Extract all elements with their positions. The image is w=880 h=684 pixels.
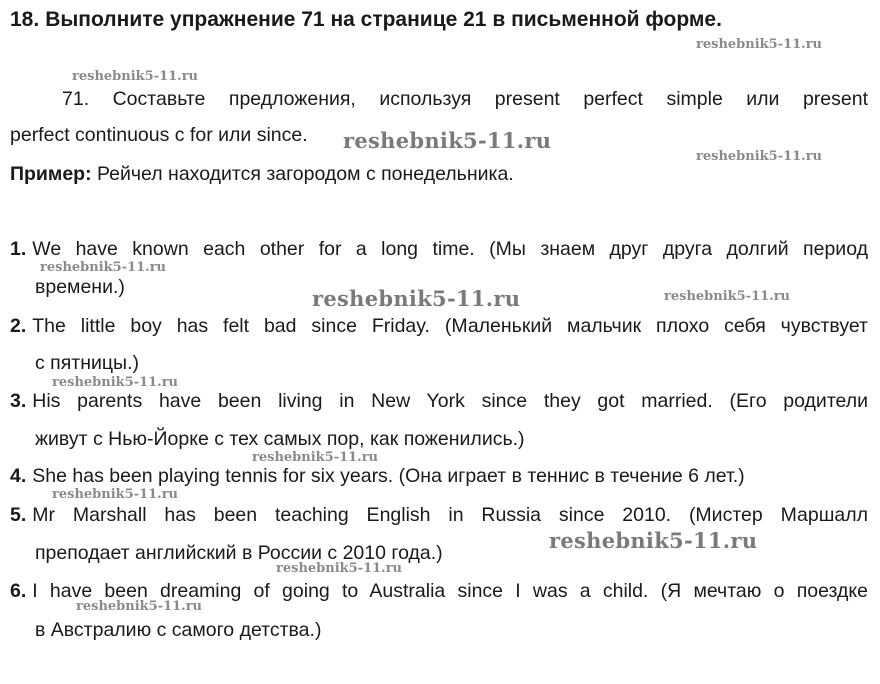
item-line-2: в Австралию с самого детства.) bbox=[35, 619, 322, 641]
task-title bbox=[10, 8, 722, 32]
item-line-2: времени.) bbox=[35, 276, 125, 298]
example-text: Рейчел находится загородом с понедельника. bbox=[97, 163, 514, 185]
watermark: reshebnik5-11.ru bbox=[40, 260, 167, 275]
watermark: reshebnik5-11.ru bbox=[696, 37, 823, 52]
watermark: reshebnik5-11.ru bbox=[52, 375, 179, 390]
list-item bbox=[10, 389, 868, 413]
watermark: reshebnik5-11.ru bbox=[343, 128, 552, 153]
watermark: reshebnik5-11.ru bbox=[72, 69, 199, 84]
item-line-1: I have been dreaming of going to Australia since I was a child. (Я мечтаю о поездке bbox=[32, 580, 868, 602]
watermark: reshebnik5-11.ru bbox=[696, 149, 823, 164]
watermark: reshebnik5-11.ru bbox=[276, 561, 403, 576]
watermark: reshebnik5-11.ru bbox=[664, 289, 791, 304]
item-number: 4. bbox=[10, 465, 27, 487]
task-text: Выполните упражнение 71 на странице 21 в письменной форме. bbox=[45, 8, 722, 31]
item-number: 6. bbox=[10, 580, 27, 602]
exercise-line-1: 71. Составьте предложения, используя present perfect simple или present bbox=[62, 88, 868, 110]
item-line-1: His parents have been living in New York since they got married. (Его родители bbox=[32, 390, 868, 412]
task-number: 18. bbox=[10, 8, 40, 31]
exercise-line-2: perfect continuous с for или since. bbox=[10, 124, 308, 146]
list-item bbox=[10, 237, 868, 261]
list-item bbox=[10, 503, 868, 527]
item-line-2: с пятницы.) bbox=[35, 352, 139, 374]
item-number: 2. bbox=[10, 315, 27, 337]
watermark: reshebnik5-11.ru bbox=[52, 487, 179, 502]
watermark: reshebnik5-11.ru bbox=[76, 599, 203, 614]
example-label: Пример: bbox=[10, 163, 92, 185]
watermark: reshebnik5-11.ru bbox=[549, 528, 758, 553]
item-line-1: Mr Marshall has been teaching English in Russia since 2010. (Мистер Маршалл bbox=[32, 504, 868, 526]
list-item bbox=[10, 314, 868, 338]
watermark: reshebnik5-11.ru bbox=[312, 286, 521, 311]
item-number: 5. bbox=[10, 504, 27, 526]
item-line-1: We have known each other for a long time. (Мы знаем друг друга долгий период bbox=[32, 238, 868, 260]
item-line-1: The little boy has felt bad since Friday. (Маленький мальчик плохо себя чувствует bbox=[32, 315, 868, 337]
item-line-2: живут с Нью-Йорке с тех самых пор, как поженились.) bbox=[35, 428, 525, 450]
list-item bbox=[10, 465, 745, 488]
item-line-1: She has been playing tennis for six years. (Она играет в теннис в течение 6 лет.) bbox=[32, 465, 745, 487]
item-number: 1. bbox=[10, 238, 27, 260]
example bbox=[10, 162, 514, 186]
watermark: reshebnik5-11.ru bbox=[252, 450, 379, 465]
item-line-2: преподает английский в России с 2010 года.) bbox=[35, 542, 443, 564]
item-number: 3. bbox=[10, 390, 27, 412]
